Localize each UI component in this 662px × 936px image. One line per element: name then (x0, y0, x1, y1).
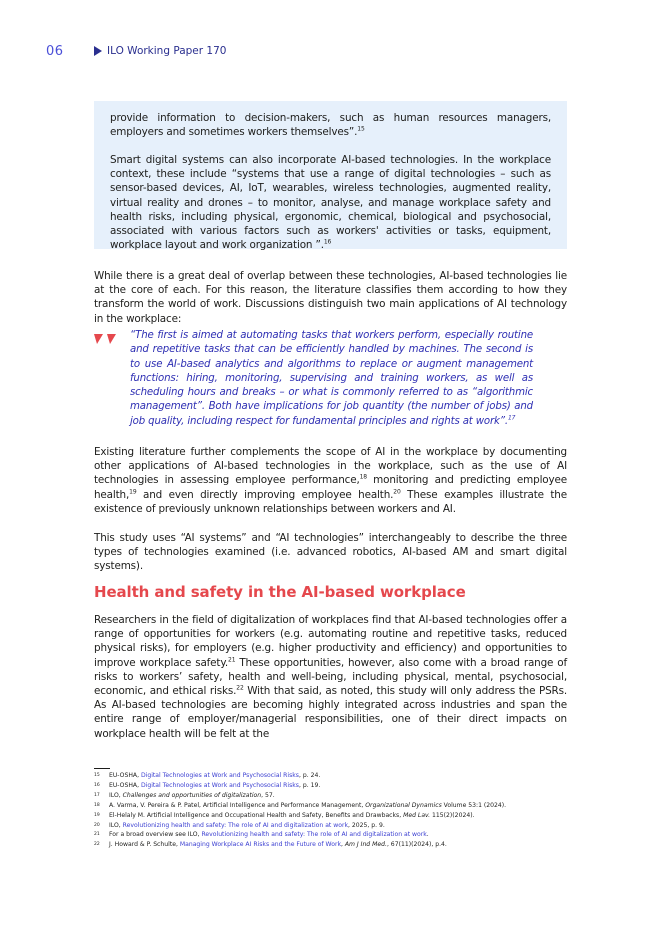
footnote-ref-16[interactable]: 16 (323, 238, 332, 246)
page-number: 06 (46, 44, 64, 59)
footnote-ref-18[interactable]: 18 (359, 473, 367, 481)
footnote-divider (94, 768, 110, 769)
footnote-link[interactable]: Revolutionizing health and safety: The role of AI and digitalization at work (122, 821, 348, 829)
box-paragraph-2: Smart digital systems can also incorporate AI-based technologies. In the workplace context, these include “systems that use a range of digital technologies – such as sensor-based devices, AI, IoT, wearables, wireless technologies, augmented reality, virtual reality and drones – to monitor, analyse, and manage workplace safety and health risks, including physical, ergonomic, chemical, biological and psychosocial, associated with various factors such as workers' activities or tasks, equipment, workplace layout and work organization ”.$^{16}$ (110, 154, 551, 252)
footnote-item: 22 J. Howard & P. Schulte, Managing Workplace AI Risks and the Future of Work, Am J Ind Med., 67(11)(2024), p.4. (94, 841, 447, 849)
footnote-item: 21 For a broad overview see ILO, Revolutionizing health and safety: The role of AI and digitalization at work. (94, 831, 429, 839)
triangle-icon (94, 46, 102, 56)
highlight-box (94, 101, 567, 252)
footnote-item: 16 EU-OSHA, Digital Technologies at Work and Psychosocial Risks, p. 19. (94, 781, 321, 789)
quote-marks-icon (94, 334, 118, 344)
footnote-item: 18 A. Varma, V. Pereira & P. Patel, Artificial Intelligence and Performance Management, Organizational Dynamics Volume 53:1 (2024). (94, 801, 507, 809)
footnote-link[interactable]: Managing Workplace AI Risks and the Future of Work (179, 841, 341, 849)
footnote-item: 17 ILO, Challenges and opportunities of digitalization, 57. (94, 791, 275, 799)
footnote-link[interactable]: Digital Technologies at Work and Psychosocial Risks (140, 781, 299, 789)
paragraph-existing-literature: Existing literature further complements the scope of AI in the workplace by documenting other applications of AI-based technologies in the workplace, such as the use of AI technologies in assessing employee performance,$^{18}$ monitoring and predicting employee health,$^{19}$ and even directly improving employee health.$^{20}$ These examples illustrate the existence of previously unknown relationships between workers and AI. (94, 446, 567, 515)
running-header-title: ILO Working Paper 170 (107, 45, 227, 57)
box-paragraph-1: provide information to decision-makers, such as human resources managers, employers and sometimes workers themselves”.$^{15}$ (110, 112, 551, 139)
paragraph-overlap: While there is a great deal of overlap between these technologies, AI-based technologies lie at the core of each. For this reason, the literature classifies them according to how they transform the world of work. Discussions distinguish two main applications of AI technology in the workplace: (94, 270, 567, 325)
footnote-ref-21[interactable]: 21 (228, 656, 236, 664)
footnote-ref-20[interactable]: 20 (393, 488, 401, 496)
footnote-ref-22[interactable]: 22 (236, 684, 244, 692)
footnote-ref-19[interactable]: 19 (129, 488, 137, 496)
running-header (94, 45, 226, 57)
paragraph-researchers: Researchers in the field of digitalization of workplaces find that AI-based technologies offer a range of opportunities for workers (e.g. automating routine and repetitive tasks, reduced physical risks), for employers (e.g. higher productivity and efficiency) and opportunities to improve workplace safety.$^{21}$ These opportunities, however, also come with a broad range of risks to workers’ safety, health and well-being, including physical, mental, psychosocial, economic, and ethical risks.$^{22}$ With that said, as noted, this study will only address the PSRs. As AI-based technologies are becoming highly integrated across industries and span the entire range of employer/managerial responsibilities, one of their direct impacts on workplace health will be felt at the (94, 614, 567, 740)
footnote-item: 20 ILO, Revolutionizing health and safety: The role of AI and digitalization at work, 2025, p. 9. (94, 821, 385, 829)
footnotes (94, 771, 594, 850)
block-quote: “The first is aimed at automating tasks that workers perform, especially routine and repetitive tasks that can be efficiently handled by machines. The second is to use AI-based analytics and algorithms to replace or augment management functions: hiring, monitoring, supervising and training workers, as well as scheduling hours and breaks – or what is commonly referred to as “algorithmic management”. Both have implications for job quantity (the number of jobs) and job quality, including respect for fundamental principles and rights at work”.$^{17}$ (130, 330, 533, 427)
footnote-ref-17[interactable]: 17 (508, 414, 516, 422)
section-heading: Health and safety in the AI-based workplace (94, 583, 466, 601)
footnote-link[interactable]: Revolutionizing health and safety: The role of AI and digitalization at work (201, 831, 427, 839)
footnote-ref-15[interactable]: 15 (357, 125, 365, 133)
footnote-item: 15 EU-OSHA, Digital Technologies at Work and Psychosocial Risks, p. 24. (94, 772, 321, 779)
footnote-link[interactable]: Digital Technologies at Work and Psychosocial Risks (140, 772, 299, 779)
footnote-item: 19 El-Helaly M. Artificial Intelligence and Occupational Health and Safety, Benefits and Drawbacks, Med Lav. 115(2)(2024). (94, 811, 475, 819)
paragraph-this-study: This study uses “AI systems” and “AI technologies” interchangeably to describe the three types of technologies examined (i.e. advanced robotics, AI-based AM and smart digital systems). (94, 532, 567, 573)
